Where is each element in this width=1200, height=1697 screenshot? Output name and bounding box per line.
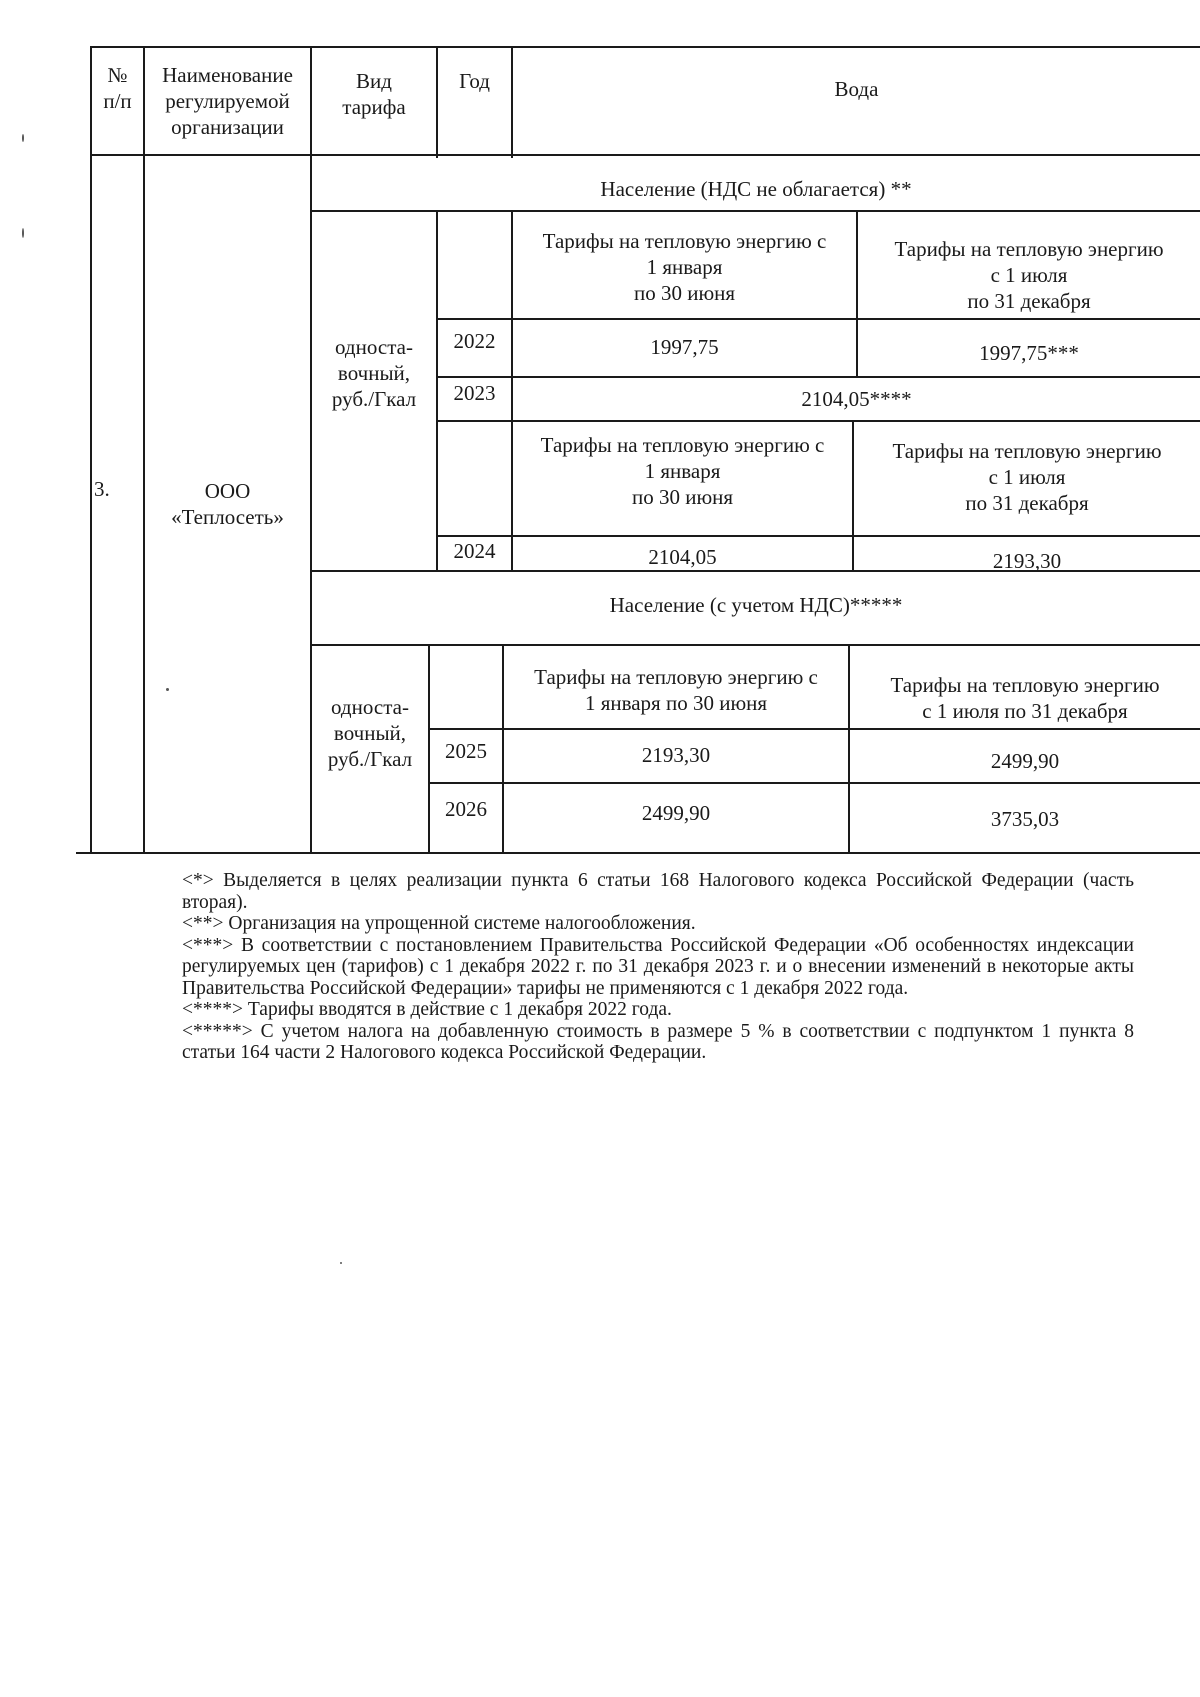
header-org-name: Наименование регулируемой организации xyxy=(162,63,293,139)
year-2023: 2023 xyxy=(453,381,496,405)
section1-divider xyxy=(310,210,1200,212)
header-tariff-type: Вид тарифа xyxy=(342,69,406,119)
section2-divider xyxy=(310,644,1200,646)
period-header-h2-b: Тарифы на тепловую энергию с 1 июля по 31 декабря xyxy=(892,439,1162,515)
tariff-2026-h2: 3735,03 xyxy=(990,807,1060,831)
period-header-h2-a: Тарифы на тепловую энергию с 1 июля по 31 декабря xyxy=(894,237,1164,313)
scan-mark xyxy=(22,228,24,238)
col-sep-3-header xyxy=(436,46,438,158)
row-number: 3. xyxy=(94,477,110,501)
header-water: Вода xyxy=(834,77,879,101)
header-num: № п/п xyxy=(103,63,132,113)
header-divider xyxy=(90,154,1200,156)
row-2025-top xyxy=(428,728,1200,730)
footnote-3: <***> В соответствии с постановлением Правительства Российской Федерации «Об особенностях индексации регулируемых цен (тарифов) с 1 декабря 2022 г. по 31 декабря 2023 г. и о внесении изменений в некоторые акты Правительства Российской Федерации» тарифы не применяются с 1 декабря 2022 года. xyxy=(182,934,1134,999)
row-2024-top xyxy=(436,535,1200,537)
year-2026: 2026 xyxy=(445,797,487,821)
row-2026-top xyxy=(428,782,1200,784)
tariff-kind-2: односта- вочный, руб./Гкал xyxy=(327,695,413,771)
header-year: Год xyxy=(459,69,490,93)
footnote-4: <****> Тарифы вводятся в действие с 1 декабря 2022 года. xyxy=(182,999,672,1020)
period-header-h1-c: Тарифы на тепловую энергию с 1 января по 30 июня xyxy=(534,665,818,715)
tariff-kind-1: односта- вочный, руб./Гкал xyxy=(331,335,417,411)
footnote-1: <*> Выделяется в целях реализации пункта 6 статьи 168 Налогового кодекса Российской Федерации (часть вторая). xyxy=(182,870,1134,913)
footnote-5: <*****> С учетом налога на добавленную стоимость в размере 5 % в соответствии с подпунктом 1 пункта 8 статьи 164 части 2 Налогового кодекса Российской Федерации. xyxy=(182,1020,1134,1063)
scan-mark xyxy=(340,1262,342,1264)
tariff-2024-h1: 2104,05 xyxy=(648,545,717,569)
tariff-2023-full: 2104,05**** xyxy=(801,387,912,411)
period-header-h1-a: Тарифы на тепловую энергию с 1 января по 30 июня xyxy=(542,229,827,305)
footnotes xyxy=(182,870,1134,1064)
scan-mark xyxy=(22,134,24,142)
year-2022: 2022 xyxy=(453,329,496,353)
organization-name: ООО «Теплосеть» xyxy=(171,479,284,529)
section2-title: Население (с учетом НДС)***** xyxy=(609,593,903,617)
col-sep-4-header xyxy=(511,46,513,158)
tariff-2022-h2: 1997,75*** xyxy=(979,341,1079,365)
table-border-bottom xyxy=(76,852,1200,854)
year-2024: 2024 xyxy=(453,539,496,563)
tariff-2025-h2: 2499,90 xyxy=(990,749,1060,773)
row-2022-top xyxy=(436,318,1200,320)
period-header-h2-c: Тарифы на тепловую энергию с 1 июля по 31 декабря xyxy=(890,673,1160,723)
footnote-2: <**> Организация на упрощенной системе налогообложения. xyxy=(182,913,696,934)
tariff-2024-h2: 2193,30 xyxy=(992,549,1062,573)
scan-mark xyxy=(166,688,169,691)
col-sep-1 xyxy=(143,46,145,854)
section1-title: Население (НДС не облагается) ** xyxy=(600,177,912,201)
row-2023-top xyxy=(436,376,1200,378)
table-border-top xyxy=(90,46,1200,48)
table-border-left xyxy=(90,46,92,854)
row-2023-bottom xyxy=(436,420,1200,422)
year-2025: 2025 xyxy=(445,739,487,763)
tariff-2022-h1: 1997,75 xyxy=(650,335,719,359)
tariff-2026-h1: 2499,90 xyxy=(641,801,711,825)
period-header-h1-b: Тарифы на тепловую энергию с 1 января по 30 июня xyxy=(540,433,825,509)
tariff-2025-h1: 2193,30 xyxy=(641,743,711,767)
